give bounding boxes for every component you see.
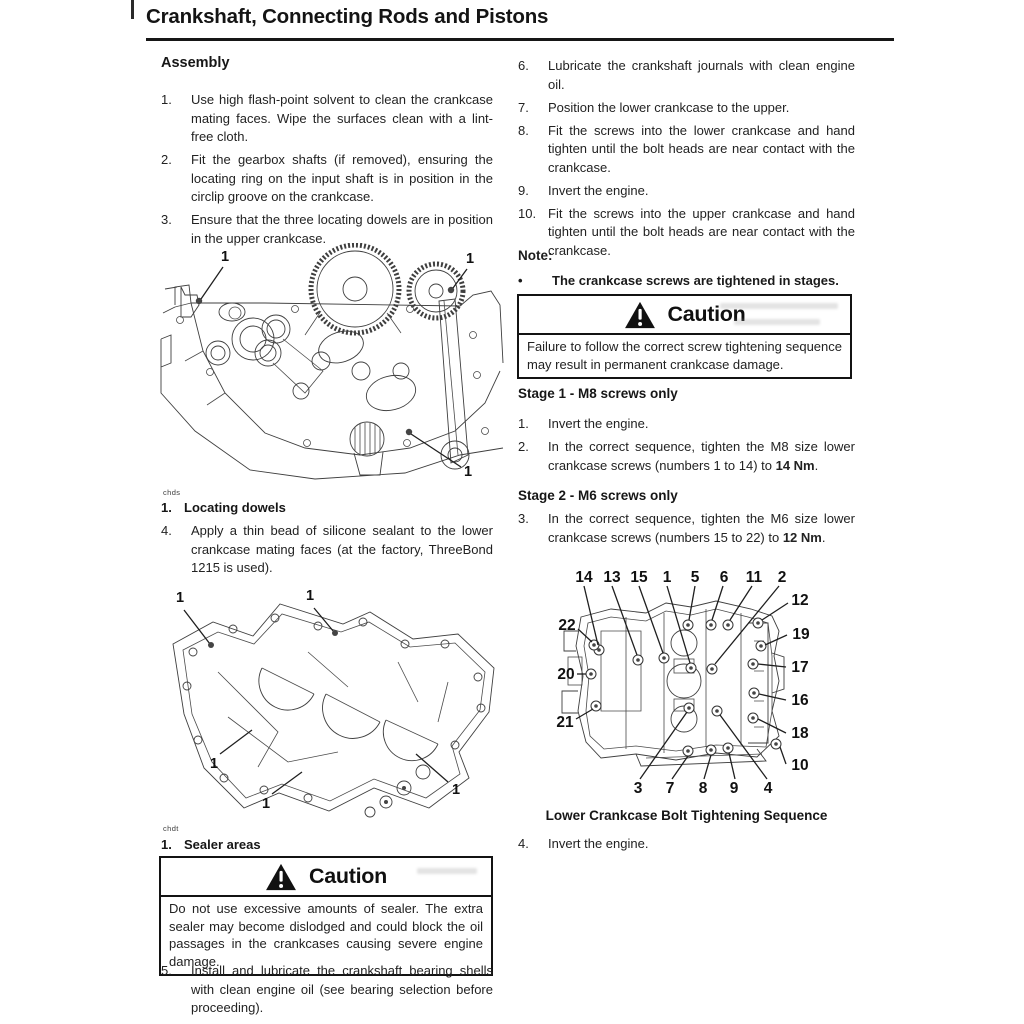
step-number: 4. [518, 836, 529, 851]
caution-box-sequence [517, 294, 852, 379]
figure-code: chds [163, 488, 181, 497]
step-text: Fit the screws into the upper crankcase and hand tighten until the bolt heads are near contact with the crankcase. [548, 205, 855, 258]
callout-label: 21 [556, 714, 574, 731]
step-text: Fit the screws into the lower crankcase and hand tighten until the bolt heads are near contact with the crankcase. [548, 122, 855, 175]
list-item [518, 99, 855, 118]
callout-label: 14 [575, 569, 593, 586]
bleed-through-artifact [734, 319, 820, 325]
caution-box-sealer [159, 856, 493, 976]
page-title: Crankshaft, Connecting Rods and Pistons [146, 5, 549, 28]
list-item [518, 205, 855, 261]
crankcase-drawing [173, 604, 494, 817]
caution-title: Caution [667, 302, 746, 326]
stage1-heading: Stage 1 - M8 screws only [518, 386, 678, 401]
list-item [161, 91, 493, 147]
section-heading-assembly: Assembly [161, 55, 230, 71]
step-number: 1. [161, 92, 172, 107]
warning-triangle-icon [265, 863, 297, 891]
list-item [518, 122, 855, 178]
callout-label: 12 [791, 592, 809, 609]
torque-value: 12 Nm [782, 529, 822, 545]
warning-triangle-icon [624, 301, 656, 329]
list-item [518, 57, 855, 94]
list-item [161, 522, 493, 578]
callout-label: 5 [690, 569, 700, 586]
callout-label: 17 [791, 659, 809, 676]
callout-label: 16 [791, 692, 809, 709]
note-label: Note: [518, 248, 553, 263]
callout-label: 3 [633, 780, 643, 797]
scan-edge-artifact [131, 0, 134, 19]
callout-label: 1 [261, 796, 271, 812]
assembly-steps-1-3 [161, 91, 493, 253]
torque-value: 14 Nm [775, 457, 815, 473]
crankcase-drawing [160, 245, 503, 481]
callout-label: 10 [791, 757, 809, 774]
list-item [518, 182, 855, 201]
final-step-4 [518, 835, 855, 858]
callout-label: 22 [558, 617, 576, 634]
callout-label: 15 [630, 569, 648, 586]
note-bullet [518, 272, 855, 290]
step-number: 3. [161, 212, 172, 227]
callout-label: 6 [719, 569, 729, 586]
callout-label: 1 [662, 569, 672, 586]
figure-code: chdt [163, 824, 179, 833]
callout-label: 9 [729, 780, 739, 797]
figure1-callouts [196, 249, 474, 480]
stage1-steps [518, 415, 855, 480]
step-number: 7. [518, 99, 529, 115]
callout-label: 4 [763, 780, 773, 797]
title-rule [146, 38, 894, 41]
step-number: 6. [518, 58, 529, 73]
step-number: 5. [161, 963, 172, 978]
note-bullet-text: The crankcase screws are tightened in stages. [552, 273, 839, 288]
step-text: Lubricate the crankshaft journals with clean engine oil. [548, 58, 855, 92]
list-item [518, 438, 855, 475]
stage2-steps [518, 510, 855, 552]
step-text: Install and lubricate the crankshaft bearing shells with clean engine oil (see bearing selection before proceeding). [191, 963, 493, 1015]
step-number: 2. [161, 152, 172, 167]
bullet-glyph: • [518, 273, 523, 288]
callout-label: 1 [451, 782, 461, 798]
bolt-markers [586, 618, 781, 756]
step-number: 9. [518, 182, 529, 198]
callout-label: 1 [209, 756, 219, 772]
callout-label: 1 [220, 249, 230, 265]
list-item [161, 962, 493, 1018]
callout-label: 1 [305, 588, 315, 604]
step-text: Invert the engine. [548, 416, 649, 431]
step-number: 4. [161, 523, 172, 538]
assembly-step-4 [161, 522, 493, 582]
caution-body: Failure to follow the correct screw tightening sequence may result in permanent crankcase damage. [527, 339, 842, 372]
step-text: Use high flash-point solvent to clean the crankcase mating faces. Wipe the surfaces clean with a lint-free cloth. [191, 92, 493, 144]
step-text: Invert the engine. [548, 836, 649, 851]
caution-header [519, 296, 850, 335]
assembly-steps-6-10 [518, 57, 855, 265]
step-number: 8. [518, 122, 529, 138]
caption-number: 1. [161, 500, 172, 515]
caution-title: Caution [309, 864, 387, 888]
step-text: Fit the gearbox shafts (if removed), ensuring the locating ring on the input shaft is in position in the circlip groove on the crankcase. [191, 152, 493, 204]
step-text: In the correct sequence, tighten the M6 size lower crankcase screws (numbers 15 to 22) to 12 Nm. [548, 511, 855, 545]
step-text: Invert the engine. [548, 182, 649, 198]
figure3-caption: Lower Crankcase Bolt Tightening Sequence [545, 808, 828, 823]
bleed-through-artifact [417, 868, 477, 874]
bleed-through-artifact [720, 303, 838, 309]
caption-number: 1. [161, 837, 172, 852]
step-text: In the correct sequence, tighten the M8 size lower crankcase screws (numbers 1 to 14) to 14 Nm. [548, 439, 855, 473]
callout-label: 19 [792, 626, 810, 643]
caution-body: Do not use excessive amounts of sealer. The extra sealer may become dislodged and could block the oil passages in the crankcases causing severe engine damage. [169, 901, 483, 969]
assembly-step-5 [161, 962, 493, 1022]
callout-label: 8 [698, 780, 708, 797]
callout-label: 2 [777, 569, 787, 586]
callout-label: 18 [791, 725, 809, 742]
figure-upper-crankcase [155, 243, 507, 489]
callout-label: 7 [665, 780, 675, 797]
caption-text: Sealer areas [184, 837, 261, 852]
figure2-caption [161, 837, 491, 852]
list-item [518, 510, 855, 547]
step-text: Ensure that the three locating dowels are in position in the upper crankcase. [191, 212, 493, 246]
list-item [518, 835, 855, 854]
callout-label: 20 [557, 666, 575, 683]
caption-text: Locating dowels [184, 500, 286, 515]
step-number: 3. [518, 511, 529, 526]
step-number: 2. [518, 439, 529, 454]
callout-label: 13 [603, 569, 621, 586]
figure1-caption [161, 500, 491, 515]
list-item [518, 415, 855, 434]
caution-header [161, 858, 491, 897]
list-item [161, 151, 493, 207]
callout-label: 1 [175, 590, 185, 606]
figure-lower-crankcase [158, 582, 508, 824]
step-number: 10. [518, 205, 537, 221]
step-text: Apply a thin bead of silicone sealant to the lower crankcase mating faces (at the factory, ThreeBond 1215 is used). [191, 523, 493, 575]
figure-bolt-sequence [516, 561, 876, 806]
callout-label: 1 [463, 464, 473, 480]
stage2-heading: Stage 2 - M6 screws only [518, 488, 678, 503]
step-text: Position the lower crankcase to the upper. [548, 99, 790, 115]
callout-label: 11 [745, 569, 763, 586]
step-number: 1. [518, 416, 529, 431]
crankcase-bottom-drawing [562, 601, 784, 766]
callout-label: 1 [465, 251, 475, 267]
